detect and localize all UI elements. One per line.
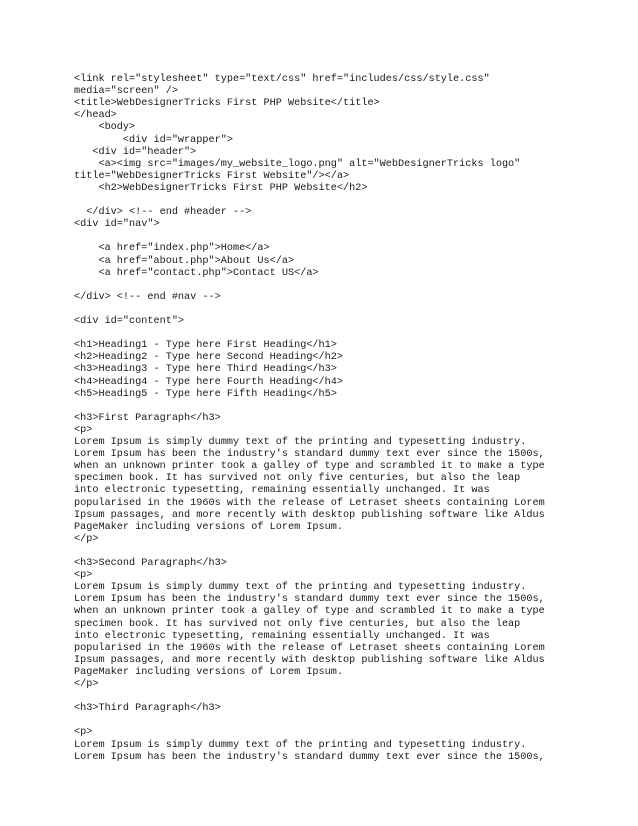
code-line: </p>: [74, 533, 99, 545]
code-line: <div id="nav">: [74, 219, 160, 231]
code-line: <a href="index.php">Home</a>: [74, 243, 270, 255]
code-line: <h1>Heading1 - Type here First Heading</h1>: [74, 340, 337, 352]
code-line: <a><img src="images/my_website_logo.png" alt="WebDesignerTricks logo": [74, 158, 521, 170]
code-line: PageMaker including versions of Lorem Ipsum.: [74, 521, 343, 533]
code-line: Lorem Ipsum is simply dummy text of the printing and typesetting industry.: [74, 739, 527, 751]
code-line: <div id="wrapper">: [74, 134, 233, 146]
code-line: <div id="content">: [74, 316, 185, 327]
code-line: Lorem Ipsum has been the industry's standard dummy text ever since the 1500s,: [74, 449, 545, 461]
code-line: <title>WebDesignerTricks First PHP Website</title>: [74, 98, 380, 110]
code-line: media="screen" />: [74, 86, 178, 98]
code-line: <a href="contact.php">Contact US</a>: [74, 267, 319, 279]
code-line: when an unknown printer took a galley of type and scrambled it to make a type: [74, 606, 545, 618]
code-line: <p>: [74, 727, 93, 739]
code-line: </p>: [74, 679, 99, 690]
code-line: <h5>Heading5 - Type here Fifth Heading</h5>: [74, 388, 337, 400]
code-line: popularised in the 1960s with the release of Letraset sheets containing Lorem: [74, 497, 545, 509]
code-line: </head>: [74, 110, 117, 122]
code-line: <h3>Heading3 - Type here Third Heading</h3>: [74, 364, 337, 376]
code-line: <h3>First Paragraph</h3>: [74, 412, 221, 424]
code-line: specimen book. It has survived not only five centuries, but also the leap: [74, 618, 521, 630]
code-line: <h3>Third Paragraph</h3>: [74, 703, 221, 715]
code-line: </div> <!-- end #header -->: [74, 207, 252, 219]
code-line: popularised in the 1960s with the release of Letraset sheets containing Lorem: [74, 642, 545, 654]
code-line: Lorem Ipsum has been the industry's standard dummy text ever since the 1500s,: [74, 751, 545, 763]
code-line: PageMaker including versions of Lorem Ipsum.: [74, 666, 343, 678]
code-line: <link rel="stylesheet" type="text/css" href="includes/css/style.css": [74, 74, 490, 85]
code-line: <h2>Heading2 - Type here Second Heading</h2>: [74, 352, 343, 364]
code-line: <h3>Second Paragraph</h3>: [74, 558, 227, 569]
code-line: into electronic typesetting, remaining essentially unchanged. It was: [74, 630, 490, 642]
code-line: <p>: [74, 570, 93, 582]
code-line: into electronic typesetting, remaining essentially unchanged. It was: [74, 485, 490, 497]
code-line: Lorem Ipsum is simply dummy text of the printing and typesetting industry.: [74, 582, 527, 594]
code-line: title="WebDesignerTricks First Website"/></a>: [74, 170, 350, 182]
code-line: Lorem Ipsum has been the industry's standard dummy text ever since the 1500s,: [74, 594, 545, 606]
code-line: </div> <!-- end #nav -->: [74, 291, 221, 303]
code-line: <body>: [74, 122, 136, 134]
code-line: <h4>Heading4 - Type here Fourth Heading</h4>: [74, 376, 343, 388]
code-line: when an unknown printer took a galley of type and scrambled it to make a type: [74, 461, 545, 473]
code-line: Ipsum passages, and more recently with desktop publishing software like Aldus: [74, 654, 545, 666]
code-line: <p>: [74, 424, 93, 436]
code-line: <h2>WebDesignerTricks First PHP Website</h2>: [74, 182, 368, 194]
code-line: Ipsum passages, and more recently with desktop publishing software like Aldus: [74, 509, 545, 521]
code-line: <a href="about.php">About Us</a>: [74, 255, 295, 267]
code-line: <div id="header">: [74, 146, 197, 158]
code-line: Lorem Ipsum is simply dummy text of the printing and typesetting industry.: [74, 437, 527, 448]
code-line: specimen book. It has survived not only five centuries, but also the leap: [74, 473, 521, 485]
